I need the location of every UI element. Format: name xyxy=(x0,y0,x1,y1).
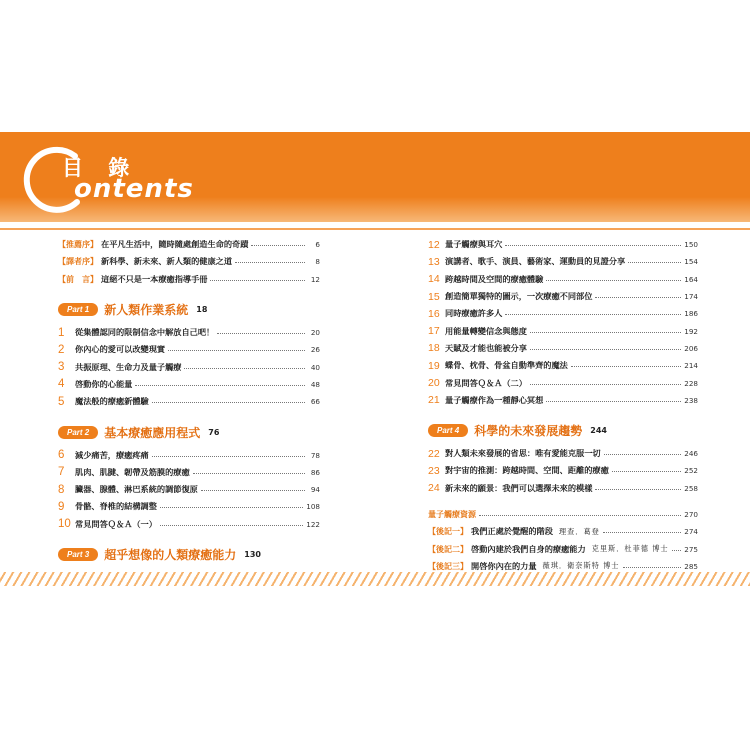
chapter-title: 對宇宙的推測：跨越時間、空間、距離的療癒 xyxy=(445,465,609,476)
part-badge: Part 3 xyxy=(58,548,98,561)
dot-leader xyxy=(251,245,305,246)
chapter-title: 量子觸療作為一種靜心冥想 xyxy=(445,394,544,405)
afterword-title: 開啓你內在的力量 xyxy=(471,560,537,571)
afterword-tag: 【後記二】 xyxy=(428,544,468,554)
chapter-number: 17 xyxy=(428,325,440,338)
chapter-title: 常見問答Ｑ＆Ａ（一） xyxy=(75,518,157,529)
chapter-title: 用能量轉變信念與態度 xyxy=(445,325,527,336)
page-number: 150 xyxy=(684,240,698,250)
dot-leader xyxy=(546,280,681,281)
page-number: 238 xyxy=(684,395,698,405)
page-number: 66 xyxy=(310,397,320,407)
page-number: 214 xyxy=(684,361,698,371)
chapter-entry[interactable] xyxy=(58,464,320,481)
chapter-entry[interactable] xyxy=(428,236,698,253)
dot-leader xyxy=(152,456,305,457)
dot-leader xyxy=(152,402,305,403)
afterword-title: 我們正處於覺醒的階段 xyxy=(471,526,553,537)
chapter-entry[interactable] xyxy=(428,253,698,270)
chapter-title: 演講者、歌手、演員、藝術家、運動員的見證分享 xyxy=(445,256,626,267)
dot-leader xyxy=(612,471,682,472)
dot-leader xyxy=(235,262,305,263)
page-number: 246 xyxy=(684,449,698,459)
chapter-title: 臟器、腺體、淋巴系統的調節復原 xyxy=(75,484,198,495)
page-number: 154 xyxy=(684,257,698,267)
part-badge: Part 4 xyxy=(428,424,468,437)
chapter-title: 常見問答Ｑ＆Ａ（二） xyxy=(445,377,527,388)
chapter-entry[interactable] xyxy=(428,445,698,462)
dot-leader xyxy=(628,262,681,263)
part-page: 76 xyxy=(208,427,220,437)
toc-right-column xyxy=(428,236,698,575)
chapter-number: 14 xyxy=(428,273,440,286)
chapter-number: 19 xyxy=(428,359,440,372)
chapter-number: 24 xyxy=(428,482,440,495)
preface-entry[interactable] xyxy=(58,271,320,288)
page-number: 258 xyxy=(684,483,698,493)
toc-left-column xyxy=(58,236,320,586)
chapter-title: 啓動你的心能量 xyxy=(75,378,133,389)
chapter-entry[interactable] xyxy=(58,498,320,515)
preface-tag: 【譯者序】 xyxy=(58,257,98,267)
dot-leader xyxy=(595,489,681,490)
chapter-number: 18 xyxy=(428,342,440,355)
dot-leader xyxy=(505,245,681,246)
page-number: 6 xyxy=(315,240,320,250)
chapter-number: 3 xyxy=(58,361,65,374)
resources-entry[interactable] xyxy=(428,506,698,523)
chapter-entry[interactable] xyxy=(58,393,320,410)
part-heading-1[interactable] xyxy=(58,299,320,321)
chapter-title: 同時療癒許多人 xyxy=(445,308,503,319)
chapter-number: 6 xyxy=(58,449,65,462)
page-number: 8 xyxy=(315,257,320,267)
preface-tag: 【推薦序】 xyxy=(58,240,98,250)
chapter-number: 15 xyxy=(428,290,440,303)
chapter-title: 跨越時間及空間的療癒體驗 xyxy=(445,273,544,284)
chapter-entry[interactable] xyxy=(428,480,698,497)
chapter-entry[interactable] xyxy=(58,341,320,358)
dot-leader xyxy=(479,515,681,516)
part-page: 130 xyxy=(244,550,261,560)
dot-leader xyxy=(603,532,681,533)
chapter-title: 量子觸療與耳穴 xyxy=(445,239,503,250)
chapter-number: 1 xyxy=(58,326,65,339)
dot-leader xyxy=(168,350,305,351)
page-number: 274 xyxy=(684,527,698,537)
page-number: 108 xyxy=(306,502,320,512)
afterword-author: 薇琪．衛奈斯特 博士 xyxy=(542,561,620,571)
chapter-title: 從集體認同的限制信念中解放自己吧！ xyxy=(75,327,215,338)
page-number: 252 xyxy=(684,466,698,476)
dot-leader xyxy=(201,490,305,491)
dot-leader xyxy=(604,454,682,455)
dot-leader xyxy=(672,550,682,551)
title-chinese: 目 錄 xyxy=(62,156,139,180)
part-heading-4[interactable] xyxy=(428,420,698,442)
preface-entry[interactable] xyxy=(58,253,320,270)
dot-leader xyxy=(595,297,681,298)
dot-leader xyxy=(530,384,681,385)
dot-leader xyxy=(217,333,305,334)
chapter-number: 20 xyxy=(428,377,440,390)
part-title: 新人類作業系統 xyxy=(104,303,189,318)
chapter-entry[interactable] xyxy=(58,516,320,533)
chapter-title: 共振原理、生命力及量子觸療 xyxy=(75,361,182,372)
chapter-number: 7 xyxy=(58,466,65,479)
dot-leader xyxy=(160,525,303,526)
chapter-entry[interactable] xyxy=(428,288,698,305)
chapter-number: 13 xyxy=(428,255,440,268)
page-number: 40 xyxy=(310,362,320,372)
chapter-entry[interactable] xyxy=(428,305,698,322)
dot-leader xyxy=(546,401,681,402)
afterword-entry[interactable] xyxy=(428,523,698,540)
chapter-number: 8 xyxy=(58,483,65,496)
dot-leader xyxy=(571,366,681,367)
afterword-title: 啓動內建於我們自身的療癒能力 xyxy=(471,543,586,554)
dot-leader xyxy=(505,314,681,315)
chapter-number: 2 xyxy=(58,343,65,356)
page-number: 20 xyxy=(310,328,320,338)
chapter-entry[interactable] xyxy=(58,324,320,341)
chapter-number: 22 xyxy=(428,447,440,460)
part-heading-2[interactable] xyxy=(58,421,320,443)
chapter-number: 10 xyxy=(58,518,71,531)
chapter-title: 魔法般的療癒新體驗 xyxy=(75,396,149,407)
page-number: 26 xyxy=(310,345,320,355)
chapter-title: 肌肉、肌腱、韌帶及筋膜的療癒 xyxy=(75,466,190,477)
page-number: 270 xyxy=(684,510,698,519)
part-title: 科學的未來發展趨勢 xyxy=(474,424,583,439)
chapter-title: 減少痛苦，療癒疼痛 xyxy=(75,449,149,460)
page-number: 192 xyxy=(684,326,698,336)
chapter-title: 新未來的願景：我們可以選擇未來的模樣 xyxy=(445,482,593,493)
part-badge: Part 1 xyxy=(58,303,98,316)
chapter-number: 16 xyxy=(428,307,440,320)
chapter-title: 創造簡單獨特的圖示，一次療癒不同部位 xyxy=(445,291,593,302)
part-page: 18 xyxy=(196,305,208,315)
part-title: 超乎想像的人類療癒能力 xyxy=(104,548,237,563)
part-title: 基本療癒應用程式 xyxy=(104,425,201,440)
dot-leader xyxy=(210,280,305,281)
part-page: 244 xyxy=(590,426,607,436)
afterword-entry[interactable] xyxy=(428,540,698,557)
chapter-entry[interactable] xyxy=(58,446,320,463)
header-stripe xyxy=(0,222,750,228)
afterword-author: 理查．葛登 xyxy=(558,526,600,536)
chapter-title: 骨骼、脊椎的結構調整 xyxy=(75,501,157,512)
part-heading-3[interactable] xyxy=(58,544,320,566)
preface-title: 新科學、新未來、新人類的健康之道 xyxy=(101,256,233,267)
chapter-title: 對人類未來發展的省思：唯有愛能克服一切 xyxy=(445,448,601,459)
page-number: 12 xyxy=(310,274,320,284)
chapter-entry[interactable] xyxy=(58,376,320,393)
page-number: 164 xyxy=(684,274,698,284)
dot-leader xyxy=(193,473,305,474)
page-number: 94 xyxy=(310,485,320,495)
chapter-entry[interactable] xyxy=(428,357,698,374)
chapter-entry[interactable] xyxy=(428,462,698,479)
chapter-number: 4 xyxy=(58,378,65,391)
chapter-number: 12 xyxy=(428,238,440,251)
afterword-tag: 【後記一】 xyxy=(428,527,468,537)
chapter-number: 5 xyxy=(58,395,65,408)
chapter-entry[interactable] xyxy=(428,271,698,288)
page-number: 275 xyxy=(684,544,698,554)
title-english: ontents xyxy=(74,174,194,204)
chapter-number: 21 xyxy=(428,394,440,407)
preface-entry[interactable] xyxy=(58,236,320,253)
chapter-number: 23 xyxy=(428,464,440,477)
dot-leader xyxy=(184,368,305,369)
afterword-author: 克里斯．杜菲德 博士 xyxy=(591,544,669,554)
preface-title: 在平凡生活中，隨時隨處創造生命的奇蹟 xyxy=(101,239,249,250)
chapter-entry[interactable] xyxy=(58,358,320,375)
afterword-tag: 【後記三】 xyxy=(428,561,468,571)
dot-leader xyxy=(530,349,681,350)
resources-title: 量子觸療資源 xyxy=(428,510,476,519)
dot-leader xyxy=(135,385,305,386)
page-number: 174 xyxy=(684,292,698,302)
preface-tag: 【前 言】 xyxy=(58,274,98,284)
chapter-entry[interactable] xyxy=(428,392,698,409)
chapter-entry[interactable] xyxy=(58,481,320,498)
page-number: 285 xyxy=(684,561,698,571)
chapter-entry[interactable] xyxy=(428,340,698,357)
page-number: 228 xyxy=(684,378,698,388)
dot-leader xyxy=(530,332,681,333)
chapter-title: 你內心的愛可以改變現實 xyxy=(75,344,166,355)
preface-title: 這絕不只是一本療癒指導手冊 xyxy=(101,273,208,284)
dot-leader xyxy=(160,507,303,508)
page-number: 206 xyxy=(684,343,698,353)
chapter-number: 9 xyxy=(58,500,65,513)
page-number: 122 xyxy=(306,519,320,529)
page-number: 48 xyxy=(310,379,320,389)
page-number: 186 xyxy=(684,309,698,319)
decorative-stripe-band xyxy=(0,572,750,586)
part-badge: Part 2 xyxy=(58,426,98,439)
page-number: 78 xyxy=(310,450,320,460)
dot-leader xyxy=(623,567,682,568)
chapter-title: 天賦及才能也能被分享 xyxy=(445,342,527,353)
page-number: 86 xyxy=(310,467,320,477)
chapter-entry[interactable] xyxy=(428,374,698,391)
chapter-title: 蝶骨、枕骨、骨盆自動準齊的魔法 xyxy=(445,360,568,371)
chapter-entry[interactable] xyxy=(428,322,698,339)
